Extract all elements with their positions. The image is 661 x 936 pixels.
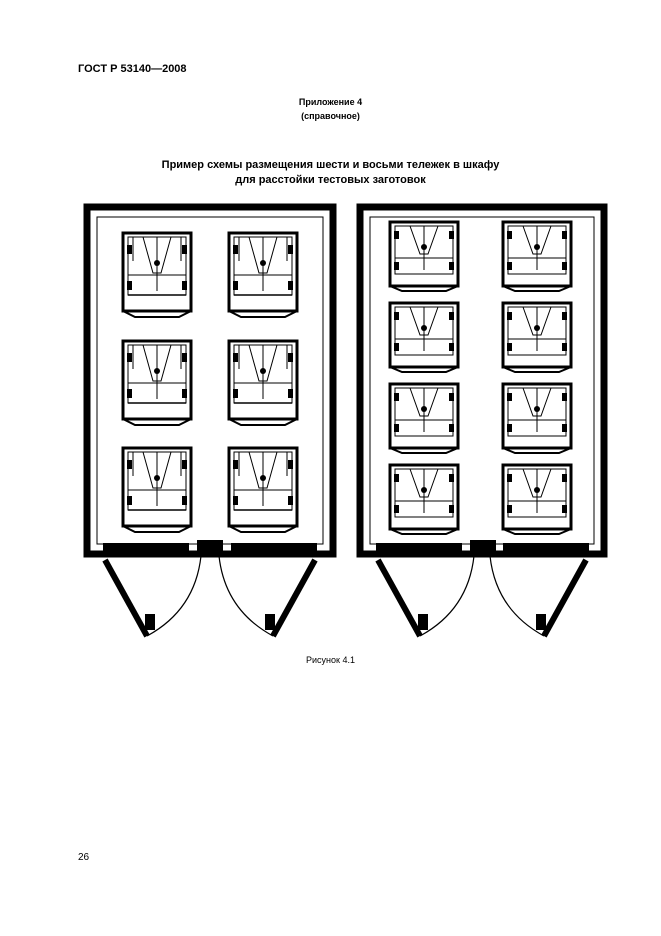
appendix-label: Приложение 4 [298, 97, 363, 107]
appendix-note: (справочное) [301, 111, 360, 121]
figure-title [0, 158, 661, 188]
document-header: ГОСТ Р 53140—2008 [78, 63, 187, 75]
cabinet-six-trolleys [87, 207, 333, 636]
figure-title-line-1: Пример схемы размещения шести и восьми тележек в шкафу [161, 159, 500, 171]
cabinet-eight-trolleys [360, 207, 604, 636]
figure-title-line-2: для расстойки тестовых заготовок [235, 174, 426, 186]
appendix-heading [0, 95, 661, 123]
figure-caption: Рисунок 4.1 [306, 655, 355, 665]
cabinet-layout-drawing [75, 200, 615, 650]
page-number: 26 [78, 852, 90, 863]
figure [75, 200, 615, 655]
